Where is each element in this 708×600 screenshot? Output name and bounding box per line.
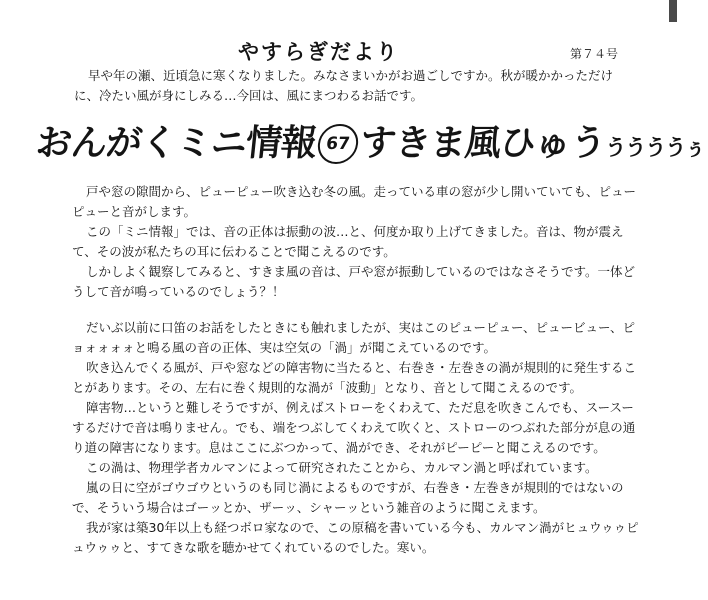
article-body bbox=[72, 182, 644, 558]
paragraph: しかしよく観察してみると、すきま風の音は、戸や窓が振動しているのではなさそうです。一体どうして音が鳴っているのでしょう？！ bbox=[72, 264, 636, 299]
issue-number: 第７４号 bbox=[570, 47, 619, 61]
paragraph: 我が家は築30年以上も経つボロ家なので、この原稿を書いている今も、カルマン渦がヒュウゥゥピュウゥゥと、すてきな歌を聴かせてくれているのでした。寒い。 bbox=[72, 520, 639, 555]
paragraph: 障害物…というと難しそうですが、例えばストローをくわえて、ただ息を吹きこんでも、スースーするだけで音は鳴りません。でも、端をつぶしてくわえて吹くと、ストローのつぶれた部分が息の通り道の障害になります。息はここにぶつかって、渦ができ、それがピーピーと聞こえるのです。 bbox=[72, 400, 636, 455]
heading-series-name: おんがくミニ情報 bbox=[33, 123, 319, 164]
section-gap bbox=[72, 302, 644, 318]
paragraph: だいぶ以前に口笛のお話をしたときにも触れましたが、実はこのピューピュー、ピュービュー、ピョォォォォと鳴る風の音の正体、実は空気の「渦」が聞こえているのです。 bbox=[72, 320, 636, 355]
heading-tail: ううううぅ bbox=[603, 136, 706, 161]
newsletter-title: やすらぎだより bbox=[238, 40, 399, 64]
heading-number-badge: 67 bbox=[316, 124, 360, 164]
intro-paragraph bbox=[74, 66, 634, 106]
intro-text: 早や年の瀬、近頃急に寒くなりました。みなさまいかがお過ごしですか。秋が暖かかっただけに、冷たい風が身にしみる…今回は、風にまつわるお話です。 bbox=[74, 68, 614, 103]
paragraph: 戸や窓の隙間から、ピューピュー吹き込む冬の風。走っている車の窓が少し開いていても、ピューピューと音がします。 bbox=[72, 184, 637, 219]
scan-edge-mark bbox=[669, 0, 677, 22]
paragraph: この渦は、物理学者カルマンによって研究されたことから、カルマン渦と呼ばれています。 bbox=[86, 460, 598, 475]
paragraph: この「ミニ情報」では、音の正体は振動の波…と、何度か取り上げてきました。音は、物が震えて、その波が私たちの耳に伝わることで聞こえるのです。 bbox=[72, 224, 624, 259]
heading-topic: すきま風ひゅう bbox=[357, 123, 608, 164]
series-heading bbox=[33, 118, 706, 170]
paragraph: 吹き込んでくる風が、戸や窓などの障害物に当たると、右巻き・左巻きの渦が規則的に発生することがあります。その、左右に巻く規則的な渦が「波動」となり、音として聞こえるのです。 bbox=[72, 360, 637, 395]
paragraph: 嵐の日に空がゴウゴウというのも同じ渦によるものですが、右巻き・左巻きが規則的ではないので、そういう場合はゴーッとか、ザーッ、シャーッという雑音のように聞こえます。 bbox=[72, 480, 624, 515]
